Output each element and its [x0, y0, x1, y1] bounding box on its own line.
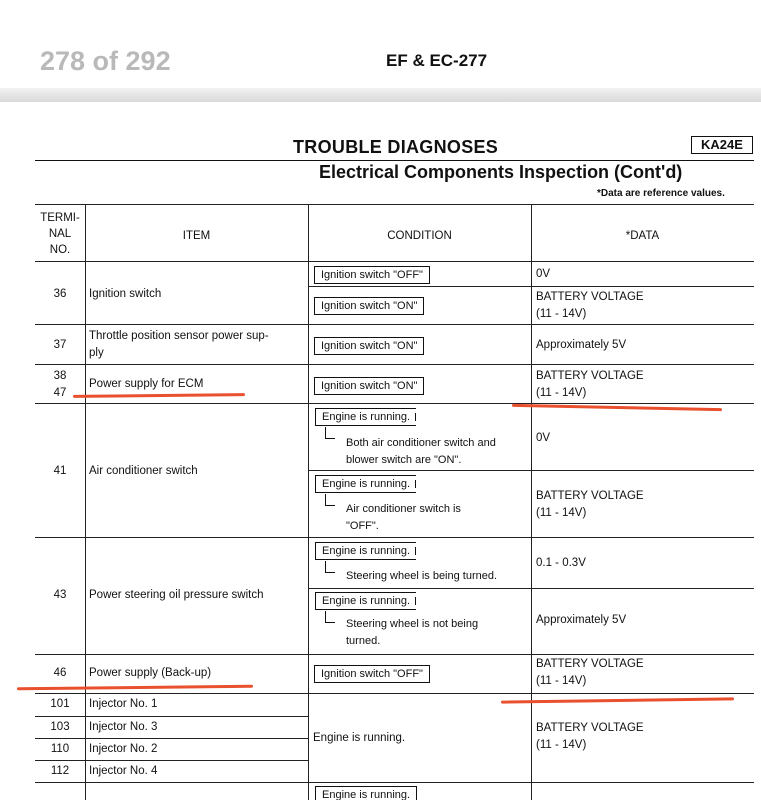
- header-terminal-line: NO.: [49, 244, 71, 256]
- condition-detail: turned.: [346, 635, 381, 647]
- col-divider: [308, 204, 309, 800]
- row-divider: [35, 760, 308, 761]
- condition-box: Engine is running.: [315, 408, 416, 426]
- row-divider: [308, 470, 754, 471]
- item-label: Throttle position sensor power sup-: [89, 330, 269, 342]
- condition-box: Ignition switch "ON": [314, 337, 424, 355]
- data-value: BATTERY VOLTAGE: [536, 370, 644, 382]
- table-top-border: [35, 204, 754, 205]
- page-counter: 278 of 292: [40, 46, 171, 76]
- row-divider: [308, 286, 754, 287]
- data-value: 0.1 - 0.3V: [536, 557, 586, 569]
- terminal-number: 38: [53, 370, 67, 382]
- viewer-header: [0, 0, 761, 100]
- title-rule: [35, 160, 754, 161]
- row-divider: [35, 654, 754, 655]
- terminal-number: 47: [53, 387, 67, 399]
- annotation-underline: [512, 404, 722, 411]
- terminal-number: 36: [53, 288, 67, 300]
- branch-connector: [325, 561, 335, 573]
- header-item: ITEM: [182, 230, 211, 242]
- col-divider: [531, 204, 532, 800]
- condition-detail: Both air conditioner switch and: [346, 437, 496, 449]
- condition-box: Ignition switch "ON": [314, 297, 424, 315]
- condition-box: Engine is running.: [315, 592, 416, 610]
- viewer-header-divider: [0, 88, 761, 102]
- terminal-number: 43: [53, 589, 67, 601]
- row-divider: [308, 588, 754, 589]
- item-label: ply: [89, 347, 104, 359]
- model-badge: KA24E: [691, 136, 753, 154]
- row-divider: [35, 537, 754, 538]
- row-divider: [35, 716, 308, 717]
- item-label: Injector No. 1: [89, 698, 158, 710]
- header-terminal: [35, 210, 85, 258]
- data-value: 0V: [536, 268, 551, 280]
- condition-text: Engine is running.: [313, 732, 406, 744]
- condition-detail: blower switch are "ON".: [346, 454, 462, 466]
- row-divider: [35, 364, 754, 365]
- data-value: (11 - 14V): [536, 507, 587, 519]
- annotation-underline: [17, 685, 253, 690]
- header-data: *DATA: [625, 230, 660, 242]
- header-condition: CONDITION: [387, 230, 452, 242]
- row-divider: [35, 324, 754, 325]
- row-divider: [35, 738, 308, 739]
- item-label: Power supply for ECM: [89, 378, 204, 390]
- item-label: Power supply (Back-up): [89, 667, 212, 679]
- annotation-underline: [501, 697, 734, 703]
- condition-box: Ignition switch "OFF": [314, 665, 430, 683]
- annotation-underline: [73, 393, 245, 398]
- data-value: (11 - 14V): [536, 308, 587, 320]
- item-label: Ignition switch: [89, 288, 162, 300]
- header-terminal-line: NAL: [48, 228, 72, 240]
- item-label: Power steering oil pressure switch: [89, 589, 264, 601]
- item-label: Injector No. 3: [89, 721, 158, 733]
- condition-detail: "OFF".: [346, 520, 379, 532]
- data-value: BATTERY VOLTAGE: [536, 722, 644, 734]
- terminal-number: 103: [50, 721, 70, 733]
- data-value: BATTERY VOLTAGE: [536, 291, 644, 303]
- condition-detail: Steering wheel is not being: [346, 618, 479, 630]
- row-divider: [35, 782, 754, 783]
- condition-box: Engine is running.: [315, 475, 416, 493]
- table-header-border: [35, 261, 754, 262]
- section-title: TROUBLE DIAGNOSES: [293, 137, 499, 157]
- condition-box: Ignition switch "ON": [314, 377, 424, 395]
- item-label: Injector No. 4: [89, 765, 158, 777]
- row-divider: [35, 403, 754, 404]
- condition-detail: Steering wheel is being turned.: [346, 570, 498, 582]
- condition-box: Engine is running.: [315, 786, 417, 800]
- data-value: BATTERY VOLTAGE: [536, 658, 644, 670]
- condition-box: Ignition switch "OFF": [314, 266, 430, 284]
- data-value: Approximately 5V: [536, 339, 627, 351]
- terminal-number: 112: [50, 765, 70, 777]
- branch-connector: [325, 611, 335, 623]
- page-subtitle: Electrical Components Inspection (Cont'd): [319, 162, 683, 182]
- terminal-number: 101: [50, 698, 70, 710]
- item-label: Injector No. 2: [89, 743, 158, 755]
- terminal-number: 41: [53, 465, 67, 477]
- page-reference: EF & EC-277: [386, 51, 488, 70]
- document-page: [0, 106, 761, 800]
- item-label: Air conditioner switch: [89, 465, 198, 477]
- condition-box: Engine is running.: [315, 542, 416, 560]
- data-value: (11 - 14V): [536, 387, 587, 399]
- terminal-number: 110: [50, 743, 70, 755]
- row-divider: [35, 693, 754, 694]
- data-value: (11 - 14V): [536, 675, 587, 687]
- header-terminal-line: TERMI-: [40, 212, 80, 224]
- col-divider: [85, 204, 86, 800]
- data-value: 0V: [536, 432, 551, 444]
- data-value: BATTERY VOLTAGE: [536, 490, 644, 502]
- branch-connector: [325, 427, 335, 439]
- condition-detail: Air conditioner switch is: [346, 503, 461, 515]
- data-value: (11 - 14V): [536, 739, 587, 751]
- data-value: Approximately 5V: [536, 614, 627, 626]
- reference-note: *Data are reference values.: [597, 188, 725, 199]
- branch-connector: [325, 494, 335, 506]
- terminal-number: 37: [53, 339, 67, 351]
- terminal-number: 46: [53, 667, 67, 679]
